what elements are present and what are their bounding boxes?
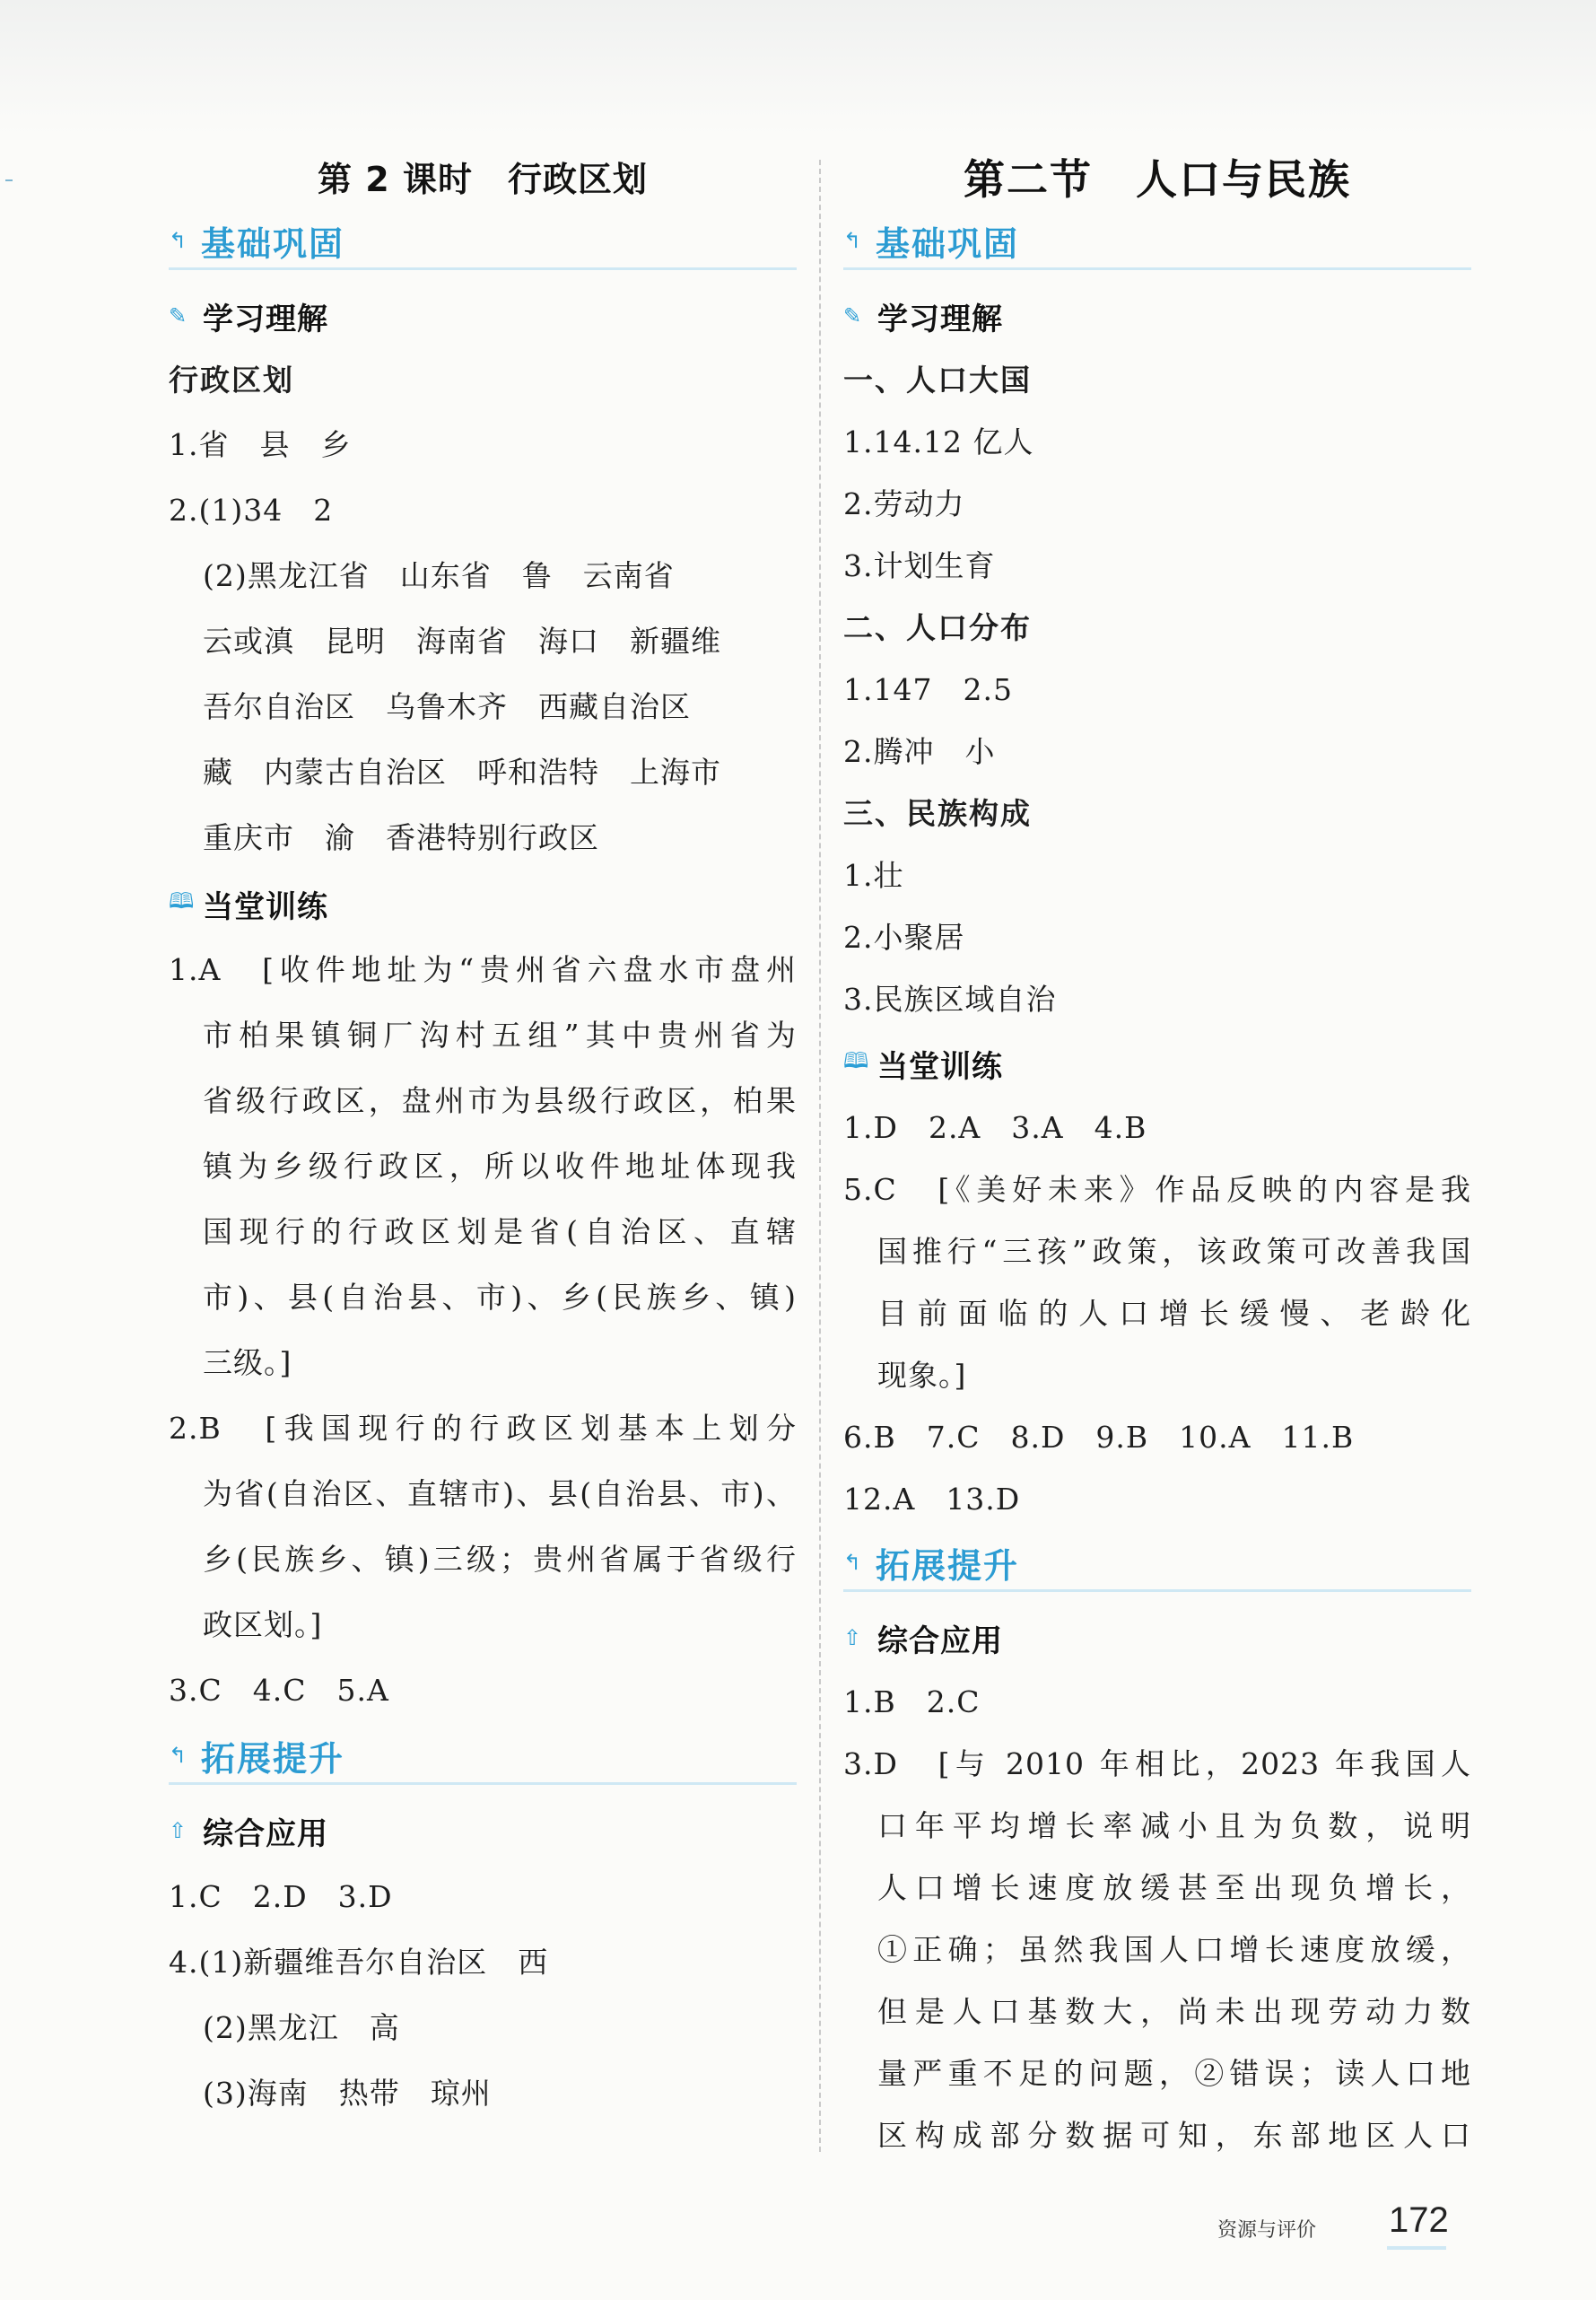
section-label: 基础巩固: [201, 223, 345, 264]
book-icon: 🕮: [843, 1047, 869, 1073]
section-header-extend: [169, 1728, 797, 1785]
group-heading: 一、人口大国: [843, 363, 1032, 398]
subhead-label: 综合应用: [203, 1815, 328, 1852]
answer-line: 2.劳动力: [843, 486, 965, 521]
section-header-basic: [169, 214, 797, 270]
subhead-label: 学习理解: [877, 301, 1003, 337]
answer-line: 2.B [我国现行的行政区划基本上划分: [169, 1411, 797, 1446]
subhead-learn: [169, 283, 797, 349]
answer-line: 1.14.12 亿人: [843, 424, 1034, 459]
answer-line: 1.壮: [843, 858, 904, 893]
subhead-apply: [169, 1797, 797, 1864]
group-heading: 二、人口分布: [843, 610, 1032, 645]
answer-line: 三级。]: [203, 1345, 292, 1380]
lesson-title: 第 2 课时 行政区划: [318, 160, 648, 199]
answer-line: 国推行“三孩”政策，该政策可改善我国: [877, 1234, 1471, 1269]
answer-line: 12.A 13.D: [843, 1482, 1021, 1517]
pencil-icon: ✎: [169, 303, 188, 328]
answer-line: 1.B 2.C: [843, 1684, 981, 1719]
answer-line: 区构成部分数据可知，东部地区人口: [877, 2118, 1471, 2153]
answer-line: 乡(民族乡、镇)三级；贵州省属于省级行: [203, 1542, 797, 1577]
section-header-basic: [843, 214, 1471, 270]
answer-line: 2.小聚居: [843, 920, 965, 955]
subhead-apply: [843, 1605, 1471, 1671]
answer-line: 藏 内蒙古自治区 呼和浩特 上海市: [203, 755, 721, 790]
answer-line: 市柏果镇铜厂沟村五组”其中贵州省为: [203, 1018, 797, 1053]
answer-line: 1.C 2.D 3.D: [169, 1879, 393, 1914]
up-arrow-icon: ⇧: [843, 1625, 862, 1650]
page-number: 172: [1389, 2200, 1449, 2240]
answer-line: 但是人口基数大，尚未出现劳动力数: [877, 1994, 1471, 2029]
answer-line: 为省(自治区、直辖市)、县(自治县、市)、: [203, 1476, 797, 1511]
up-arrow-icon: ⇧: [169, 1818, 188, 1843]
answer-line: (3)海南 热带 琼州: [203, 2076, 492, 2111]
subhead-label: 综合应用: [877, 1622, 1003, 1659]
answer-line: 1.省 县 乡: [169, 427, 352, 462]
answer-line: 1.D 2.A 3.A 4.B: [843, 1110, 1147, 1145]
answer-line: 量严重不足的问题，②错误；读人口地: [877, 2056, 1471, 2091]
answer-line: ①正确；虽然我国人口增长速度放缓，: [877, 1932, 1471, 1967]
answer-line: 3.D [与 2010 年相比，2023 年我国人: [843, 1746, 1471, 1781]
left-column: [169, 151, 797, 2126]
subhead-label: 学习理解: [203, 301, 328, 337]
edge-mark: [5, 179, 13, 181]
right-column: [843, 151, 1471, 2166]
answer-line: 重庆市 渝 香港特别行政区: [203, 820, 599, 855]
subhead-learn: [843, 283, 1471, 349]
answer-line: 1.A [收件地址为“贵州省六盘水市盘州: [169, 952, 797, 987]
answer-line: 云或滇 昆明 海南省 海口 新疆维: [203, 624, 721, 659]
group-heading: 行政区划: [169, 363, 294, 398]
subhead-train: [169, 870, 797, 937]
section-label: 拓展提升: [876, 1545, 1020, 1586]
answer-line: 省级行政区，盘州市为县级行政区，柏果: [203, 1083, 797, 1118]
answer-line: 6.B 7.C 8.D 9.B 10.A 11.B: [843, 1420, 1355, 1455]
answer-line: 2.腾冲 小: [843, 734, 996, 769]
top-band: [0, 0, 1596, 135]
answer-line: 现象。]: [877, 1358, 967, 1393]
section-header-extend: [843, 1535, 1471, 1592]
answer-line: 目前面临的人口增长缓慢、老龄化: [877, 1296, 1471, 1331]
answer-line: 国现行的行政区划是省(自治区、直辖: [203, 1214, 797, 1249]
answer-line: (2)黑龙江 高: [203, 2010, 400, 2045]
page-number-underline: [1387, 2246, 1446, 2250]
footer-label: 资源与评价: [1217, 2219, 1317, 2242]
answer-line: 政区划。]: [203, 1607, 323, 1642]
section-arrow-icon: ↰: [843, 228, 862, 253]
section-label: 基础巩固: [876, 223, 1020, 264]
answer-line: 5.C [《美好未来》作品反映的内容是我: [843, 1172, 1471, 1207]
answer-line: 3.C 4.C 5.A: [169, 1673, 389, 1708]
answer-line: 镇为乡级行政区，所以收件地址体现我: [203, 1149, 797, 1184]
answer-line: 3.民族区域自治: [843, 982, 1057, 1017]
section-arrow-icon: ↰: [169, 1743, 188, 1768]
answer-line: 市)、县(自治县、市)、乡(民族乡、镇): [203, 1280, 797, 1315]
group-heading: 三、民族构成: [843, 796, 1032, 831]
section-label: 拓展提升: [201, 1738, 345, 1779]
section-arrow-icon: ↰: [843, 1550, 862, 1575]
column-divider: [819, 160, 821, 2152]
subhead-label: 当堂训练: [877, 1048, 1003, 1085]
answer-line: (2)黑龙江省 山东省 鲁 云南省: [203, 558, 675, 593]
answer-line: 3.计划生育: [843, 548, 996, 583]
section-arrow-icon: ↰: [169, 228, 188, 253]
answer-line: 4.(1)新疆维吾尔自治区 西: [169, 1945, 549, 1980]
subhead-train: [843, 1030, 1471, 1097]
pencil-icon: ✎: [843, 303, 862, 328]
answer-line: 1.147 2.5: [843, 672, 1013, 707]
answer-line: 吾尔自治区 乌鲁木齐 西藏自治区: [203, 689, 691, 724]
answer-line: 人口增长速度放缓甚至出现负增长，: [877, 1870, 1471, 1905]
answer-line: 2.(1)34 2: [169, 493, 334, 528]
book-icon: 🕮: [169, 888, 195, 914]
section-title: 第二节 人口与民族: [964, 155, 1351, 204]
answer-line: 口年平均增长率减小且为负数，说明: [877, 1808, 1471, 1843]
subhead-label: 当堂训练: [203, 888, 328, 925]
